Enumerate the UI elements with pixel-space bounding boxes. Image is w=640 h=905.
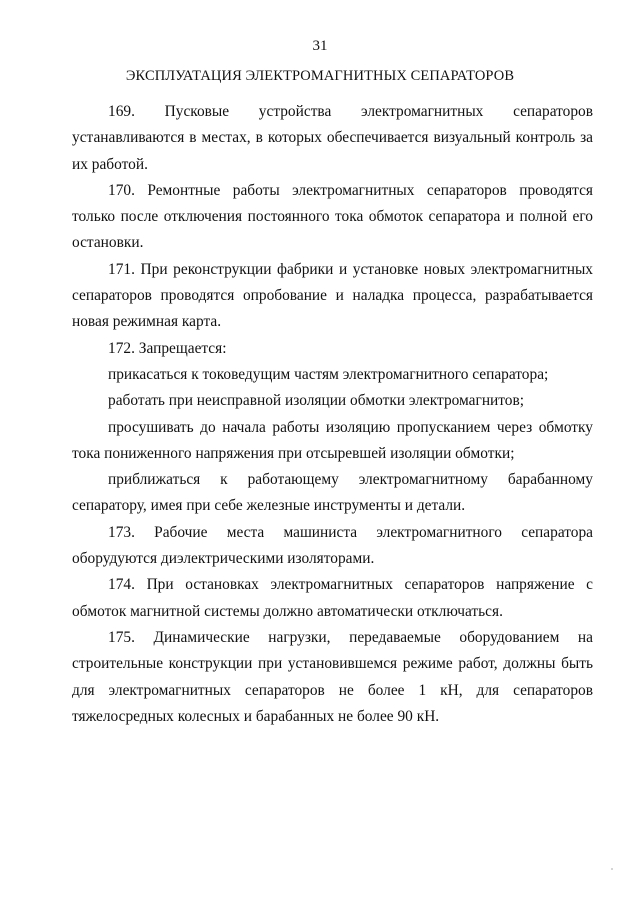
- paragraph-171: 171. При реконструкции фабрики и установке новых электромагнитных сепараторов проводятся опробование и наладка процесса, разрабатывается новая режимная карта.: [72, 260, 593, 331]
- paragraph-175: 175. Динамические нагрузки, передаваемые оборудованием на строительные конструкции при установившемся режиме работ, должны быть для электромагнитных сепараторов не более 1 кН, для сепараторов тяжелосредных колесных и барабанных не более 90 кН.: [72, 628, 593, 725]
- paragraph-174: 174. При остановках электромагнитных сепараторов напряжение с обмоток магнитной системы должно автоматически отключаться.: [72, 576, 593, 620]
- document-body: [72, 99, 593, 730]
- paragraph-173: 173. Рабочие места машиниста электромагнитного сепаратора оборудуются диэлектрическими изоляторами.: [72, 523, 593, 568]
- prohibition-item: работать при неисправной изоляции обмотки электромагнитов;: [108, 392, 525, 410]
- paragraph-170: 170. Ремонтные работы электромагнитных сепараторов проводятся только после отключения постоянного тока обмоток сепаратора и полной его остановки.: [72, 181, 593, 252]
- paragraph-169: 169. Пусковые устройства электромагнитных сепараторов устанавливаются в местах, в которых обеспечивается визуальный контроль за их работой.: [72, 103, 593, 173]
- paragraph-172: 172. Запрещается:: [108, 339, 227, 357]
- section-heading: ЭКСПЛУАТАЦИЯ ЭЛЕКТРОМАГНИТНЫХ СЕПАРАТОРОВ: [125, 68, 515, 84]
- page-number: 31: [312, 38, 328, 54]
- scan-speck: [611, 868, 613, 870]
- prohibition-item: просушивать до начала работы изоляцию пропусканием через обмотку тока пониженного напряжения при отсыревшей изоляции обмотки;: [72, 418, 593, 462]
- prohibition-item: приближаться к работающему электромагнитному барабанному сепаратору, имея при себе железные инструменты и детали.: [72, 471, 593, 515]
- prohibition-item: прикасаться к токоведущим частям электромагнитного сепаратора;: [108, 365, 549, 383]
